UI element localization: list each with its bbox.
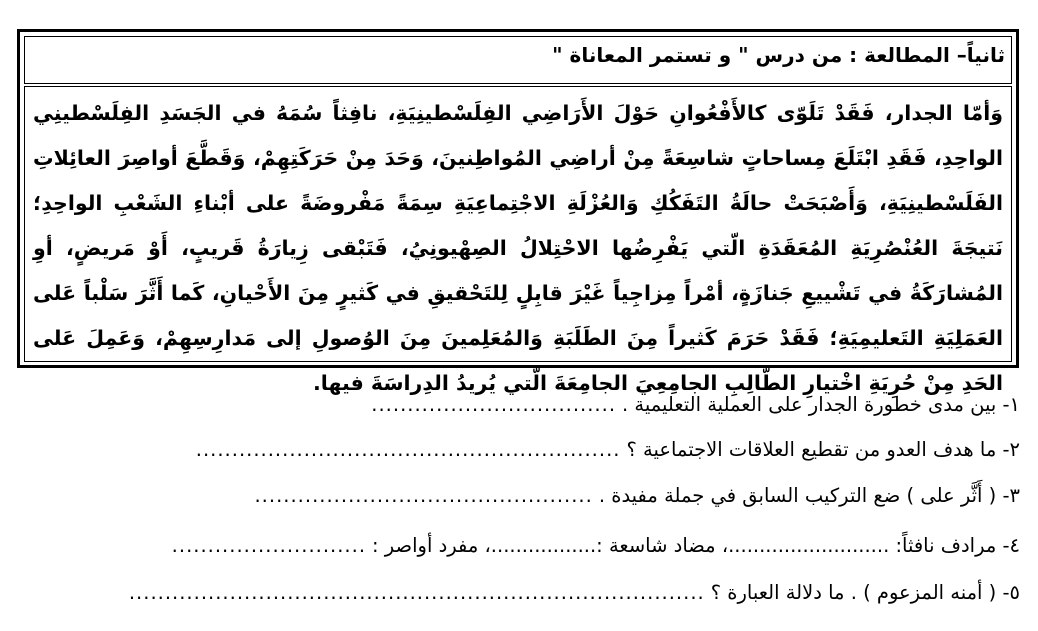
answer-line: ................................................................................: [128, 581, 705, 604]
question-4: [20, 534, 1020, 564]
answer-line: ...............................................: [254, 484, 593, 507]
question-3: [20, 484, 1020, 514]
reading-passage: [24, 86, 1012, 395]
passage-text: وَأمّا الجدار، فَقَدْ تَلَوّى كالأَفْعُوانِ حَوْلَ الأَرَاضِي الفِلَسْطينِيَةِ، نافِثاً سُمَهُ في الجَسَدِ الفِلَسْطينِي الواحِدِ، فَقَدِ ابْتَلَعَ مِساحاتٍ شاسِعَةً مِنْ أراضِي المُواطِنينَ، وَحَدَ مِنْ حَرَكَتِهِمْ، وَقَطَّعَ أواصِرَ العائِلاتِ الفَلَسْطينِيَةِ، وَأَصْبَحَتْ حالَةُ التَفَكُكِ وَالعُزْلَةِ الاجْتِماعِيَةِ سِمَةً مَفْروضَةً على أبْناءِ الشَعْبِ الواحِدِ؛ نَتيجَةَ العُنْصُرِيَةِ المُعَقَدَةِ الّتي يَفْرِضُها الاحْتِلالُ الصِهْيونِيُ، فَتَبْقى زِيارَةُ قَريبٍ، أَوْ مَريضٍ، أوِ المُشارَكَةُ في تَشْييعِ جَنازَةٍ، أمْراً مِزاجِياً غَيْرَ قابِلٍ لِلتَحْقيقِ في كَثيرٍ مِنَ الأَحْيانِ، كَما أَثَّرَ سَلْباً عَلى العَمَلِيَةِ التَعليمِيَةِ؛ فَقَدْ حَرَمَ كَثيراً مِنَ الطَلَبَةِ وَالمُعَلِمينَ مِنَ الوُصولِ إلى مَدارِسِهِمْ، وَعَمِلَ عَلى الحَدِ مِنْ حُرِيَةِ اخْتيارِ الطّالِبِ الجامِعِيَ الجامِعَةَ الّتي يُريدُ الدِراسَةَ فيها.: [33, 101, 1003, 395]
question-text: ٢- ما هدف العدو من تقطيع العلاقات الاجتماعية ؟: [626, 438, 1020, 461]
section-title: [24, 36, 1012, 84]
question-text: ٣- ( أَثَّر على ) ضع التركيب السابق في جملة مفيدة .: [598, 484, 1020, 507]
question-1: [20, 393, 1020, 423]
question-text: ٤- مرادف نافثاً: ..........................، مضاد شاسعة :.................، مفرد أواصر :: [372, 534, 1020, 557]
question-text: ٥- ( أمنه المزعوم ) . ما دلالة العبارة ؟: [710, 581, 1020, 604]
answer-line: ...........................................................: [195, 438, 621, 461]
section-title-text: ثانياً– المطالعة : من درس " و تستمر المعاناة ": [552, 43, 1005, 67]
question-2: [20, 438, 1020, 468]
question-5: [20, 581, 1020, 611]
answer-line: ...........................: [171, 534, 367, 557]
answer-line: ..................................: [371, 393, 617, 416]
question-text: ١- بين مدى خطورة الجدار على العملية التعليمية .: [622, 393, 1020, 416]
